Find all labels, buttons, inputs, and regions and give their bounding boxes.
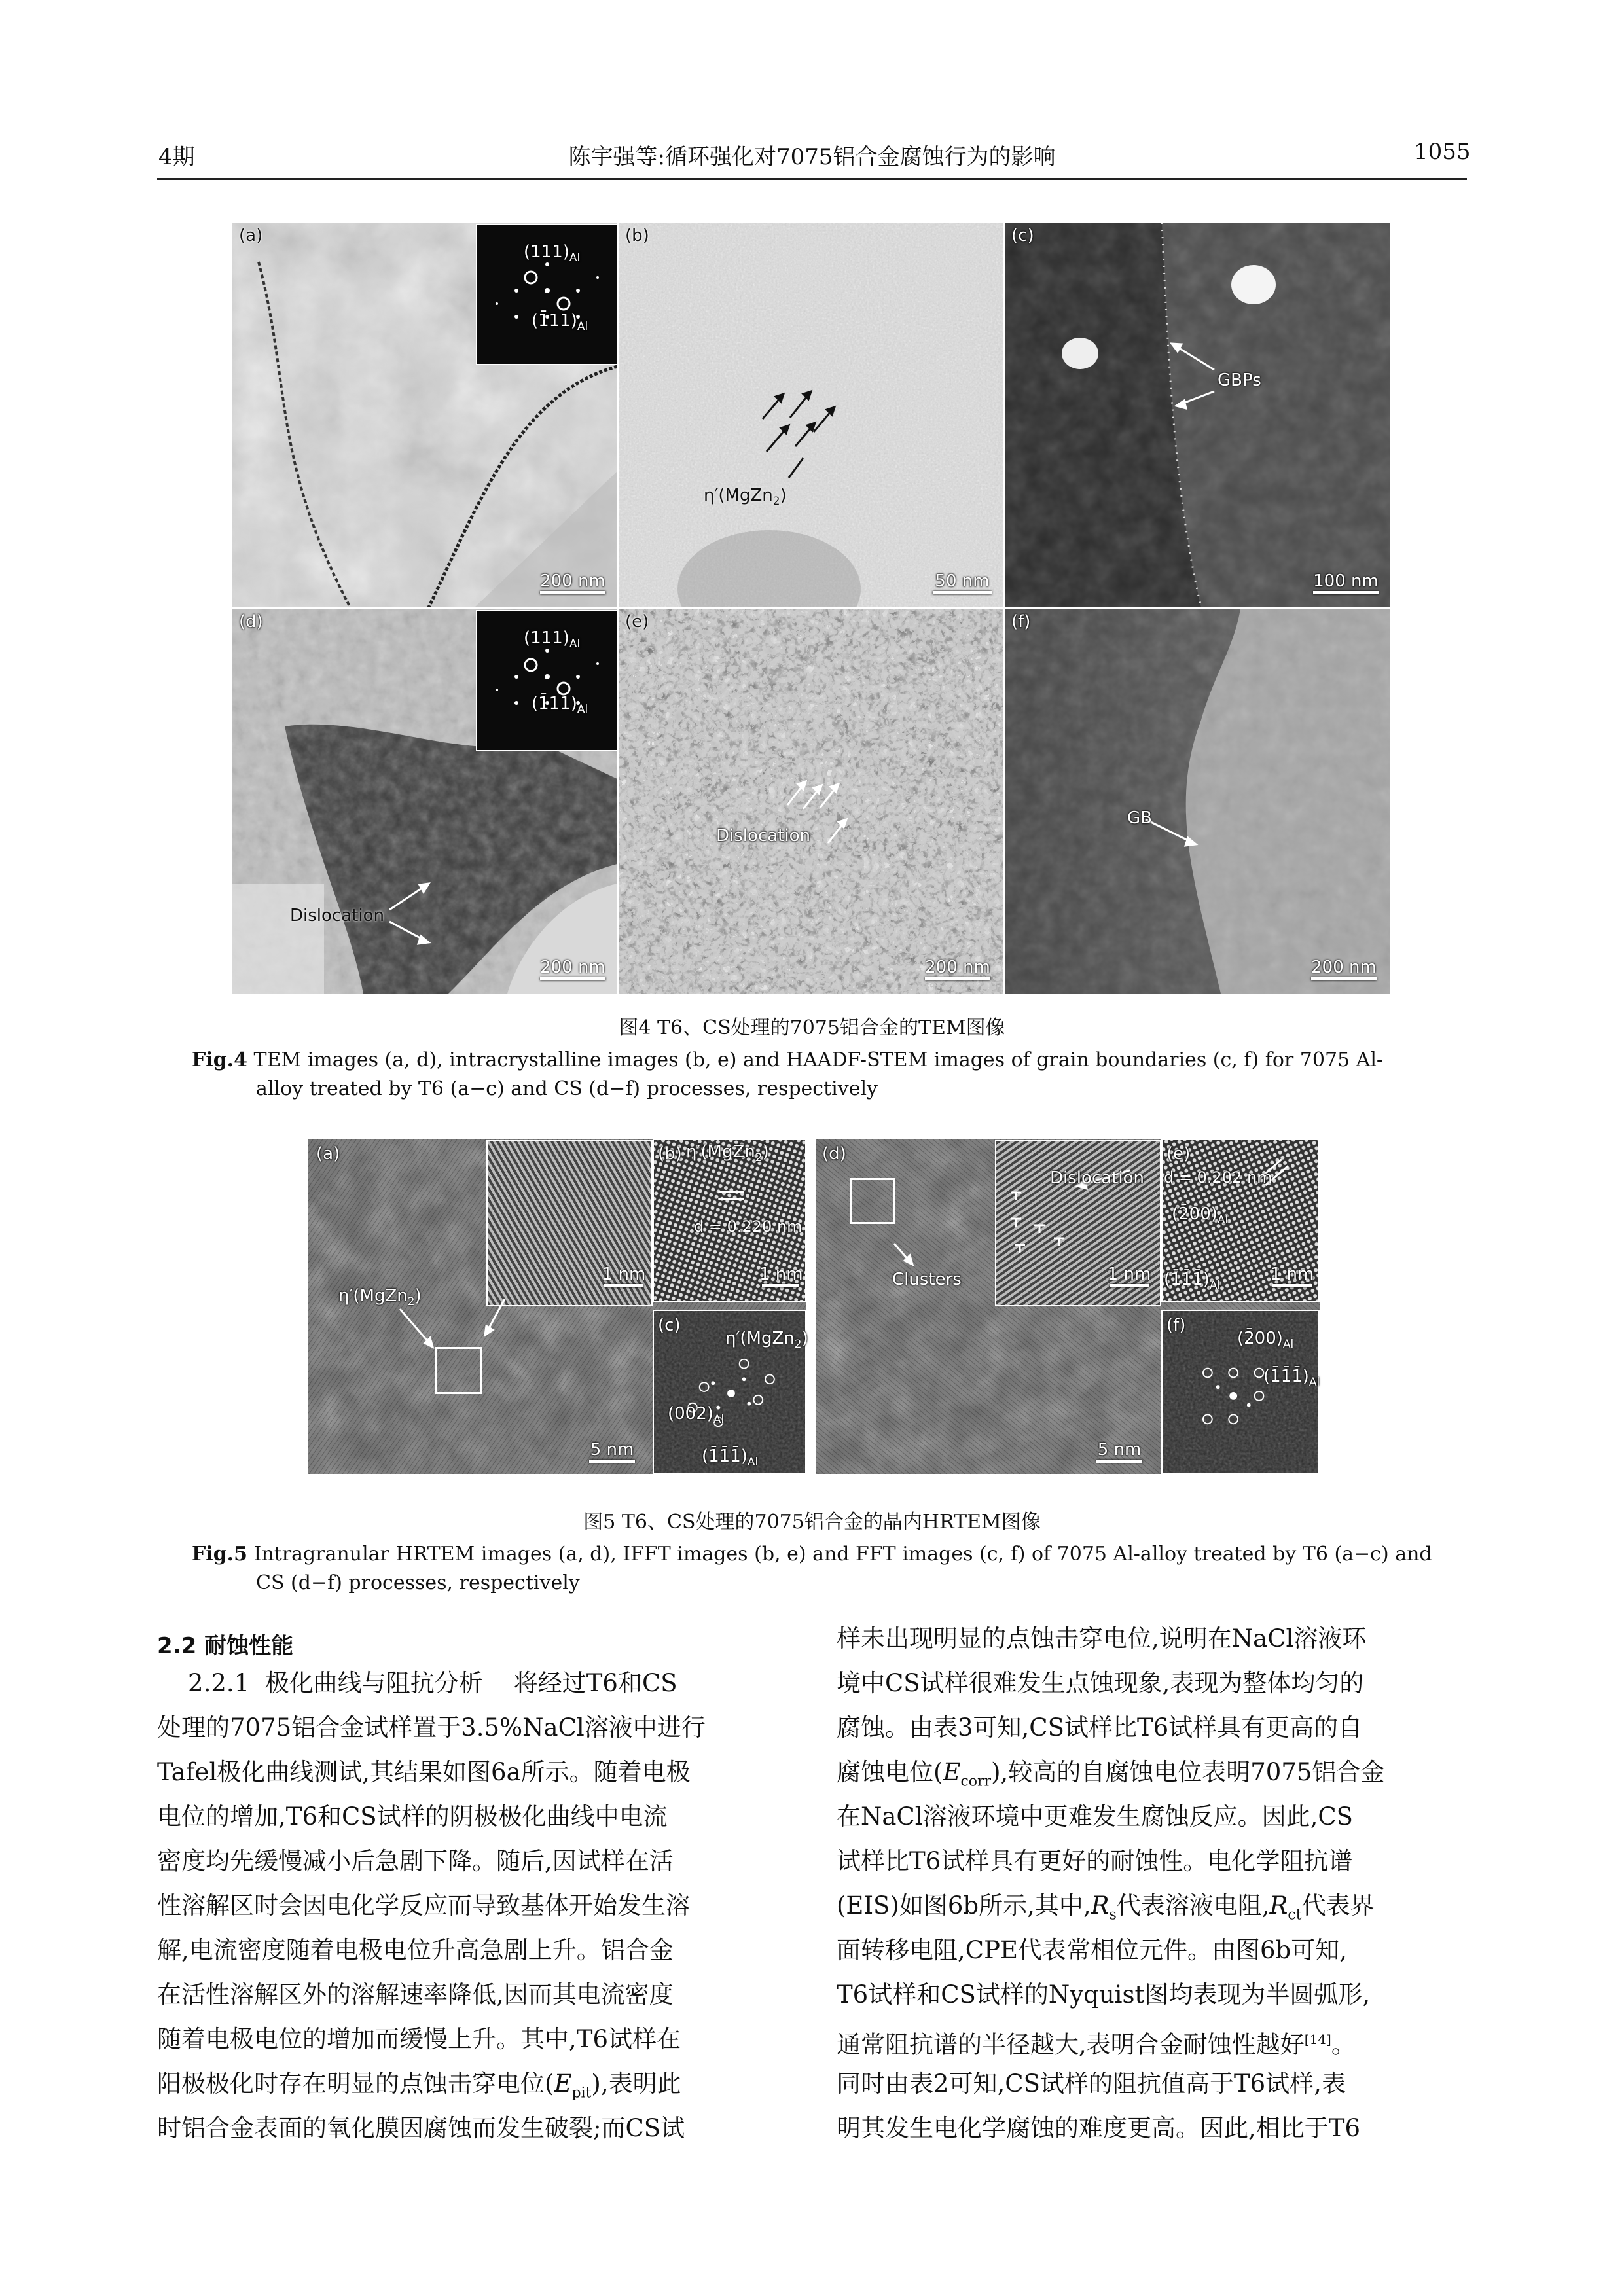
right-line-12: 明其发生电化学腐蚀的难度更高。因此,相比于T6 bbox=[837, 2114, 1360, 2142]
fig4-label-c: (c) bbox=[1011, 226, 1034, 245]
fig4d-inset-label-top: $(111)_{Al}$ bbox=[524, 628, 581, 651]
fig4a-scale-bar: 200 nm bbox=[537, 571, 609, 594]
fig5-label-e: (e) bbox=[1166, 1144, 1191, 1164]
left-line-9: 随着电极电位的增加而缓慢上升。其中,T6试样在 bbox=[157, 2025, 681, 2053]
fig4e-scale-bar: 200 nm bbox=[920, 958, 996, 980]
right-line-8: 面转移电阻,CPE代表常相位元件。由图6b可知, bbox=[837, 1936, 1347, 1964]
page-number: 1055 bbox=[1414, 139, 1471, 165]
header-rule bbox=[157, 178, 1467, 180]
issue-number: 4期 bbox=[158, 144, 195, 170]
left-line-5: 密度均先缓慢减小后急剧下降。随后,因试样在活 bbox=[157, 1847, 674, 1875]
fig5e-label-111: $(1̄1̄1̄)_{Al}$ bbox=[1164, 1270, 1221, 1293]
fig5-label-b: (b) bbox=[658, 1144, 682, 1164]
right-line-2: 境中CS试样很难发生点蚀现象,表现为整体均匀的 bbox=[837, 1669, 1364, 1697]
fig4f-arrow bbox=[1005, 609, 1390, 994]
fig5d-scale-bar: 5 nm bbox=[1093, 1440, 1146, 1463]
running-title: 陈宇强等:循环强化对7075铝合金腐蚀行为的影响 bbox=[568, 144, 1056, 170]
fig4b-scale-bar: 50 nm bbox=[929, 571, 995, 594]
fig4f-scale-bar: 200 nm bbox=[1306, 958, 1382, 980]
right-line-3: 腐蚀。由表3可知,CS试样比T6试样具有更高的自 bbox=[837, 1713, 1363, 1742]
left-line-3: Tafel极化曲线测试,其结果如图6a所示。随着电极 bbox=[157, 1758, 691, 1786]
fig5c-label-111: $(1̄1̄1̄)_{Al}$ bbox=[702, 1446, 759, 1469]
fig4d-inset-label-bottom: $(1̄11)_{Al}$ bbox=[532, 694, 588, 717]
right-line-9: T6试样和CS试样的Nyquist图均表现为半圆弧形, bbox=[837, 1981, 1371, 2009]
fig5c-label-002: $(002)_{Al}$ bbox=[668, 1404, 725, 1427]
section-heading: 2.2 耐蚀性能 bbox=[157, 1633, 294, 1659]
fig5f-label-200: $(2̄00)_{Al}$ bbox=[1237, 1329, 1294, 1352]
left-line-2: 处理的7075铝合金试样置于3.5%NaCl溶液中进行 bbox=[157, 1713, 706, 1742]
fig5c-annotation: η′(MgZn$_2$) bbox=[725, 1329, 808, 1352]
fig4f-annotation: GB bbox=[1127, 808, 1152, 828]
fig4-label-f: (f) bbox=[1011, 612, 1031, 632]
right-line-10: 通常阻抗谱的半径越大,表明合金耐蚀性越好[14]。 bbox=[837, 2030, 1356, 2059]
fig5f-label-111: $(1̄1̄1̄)_{Al}$ bbox=[1263, 1367, 1320, 1390]
fig4a-inset-label-top: $(111)_{Al}$ bbox=[524, 242, 581, 265]
fig5d-clusters-label: Clusters bbox=[892, 1270, 962, 1289]
fig5e-scale-bar: 1 nm bbox=[1270, 1265, 1314, 1287]
fig5b-scale-bar: 1 nm bbox=[759, 1265, 801, 1287]
fig4-label-a: (a) bbox=[239, 226, 263, 245]
fig5-caption-en: Fig.5 Intragranular HRTEM images (a, d), IFFT images (b, e) and FFT images (c, f) of 7075 Al-alloy treated by T6 (a−c) and CS (d−f) processes, respectively bbox=[192, 1543, 1432, 1594]
fig5d-inset-scale-bar: 1 nm bbox=[1106, 1265, 1152, 1287]
left-line-8: 在活性溶解区外的溶解速率降低,因而其电流密度 bbox=[157, 1981, 674, 2009]
fig5-label-a: (a) bbox=[316, 1144, 340, 1164]
fig5-label-d: (d) bbox=[822, 1144, 846, 1164]
left-line-10: 阳极极化时存在明显的点蚀击穿电位$(E_{pit})$,表明此 bbox=[157, 2070, 681, 2102]
fig4d-annotation: Dislocation bbox=[290, 906, 384, 925]
fig4e-arrows bbox=[619, 609, 1003, 994]
fig5e-d-spacing: d = 0.202 nm bbox=[1164, 1168, 1272, 1187]
fig4-caption-en: Fig.4 TEM images (a, d), intracrystalline images (b, e) and HAADF-STEM images of grain boundaries (c, f) for 7075 Al- alloy treated by T6 (a−c) and CS (d−f) processes, respectively bbox=[192, 1049, 1384, 1100]
fig5b-d-spacing: d = 0.220 nm bbox=[694, 1217, 803, 1236]
fig5-label-c: (c) bbox=[658, 1316, 681, 1335]
fig4-label-d: (d) bbox=[239, 612, 263, 632]
fig5-label-f: (f) bbox=[1166, 1316, 1186, 1335]
right-line-1: 样未出现明显的点蚀击穿电位,说明在NaCl溶液环 bbox=[837, 1624, 1367, 1653]
fig4e-annotation: Dislocation bbox=[716, 826, 810, 846]
right-line-5: 在NaCl溶液环境中更难发生腐蚀反应。因此,CS bbox=[837, 1803, 1353, 1831]
fig5a-inset-scale-bar: 1 nm bbox=[601, 1265, 647, 1287]
fig4-caption-cn: 图4 T6、CS处理的7075铝合金的TEM图像 bbox=[619, 1016, 1005, 1039]
left-line-6: 性溶解区时会因电化学反应而导致基体开始发生溶 bbox=[157, 1892, 690, 1920]
fig5a-scale-bar: 5 nm bbox=[586, 1440, 638, 1463]
right-line-6: 试样比T6试样具有更好的耐蚀性。电化学阻抗谱 bbox=[837, 1847, 1353, 1875]
fig4b-annotation: η′(MgZn$_2$) bbox=[704, 486, 787, 509]
fig5e-label-200: $(2̄00)_{Al}$ bbox=[1172, 1204, 1229, 1227]
fig4a-inset-label-bottom: $(1̄11)_{Al}$ bbox=[532, 311, 588, 334]
fig4b-arrows bbox=[619, 223, 1003, 607]
citation-14[interactable]: [14] bbox=[1304, 2032, 1331, 2047]
fig5b-annotation: η′(MgZn$_2$) bbox=[686, 1142, 769, 1165]
right-column bbox=[837, 1617, 1466, 2151]
right-line-7: (EIS)如图6b所示,其中$,R_s$代表溶液电阻$,R_{ct}$代表界 bbox=[837, 1892, 1375, 1924]
fig5d-dislocation-label: Dislocation bbox=[1050, 1168, 1144, 1188]
fig4-label-b: (b) bbox=[625, 226, 649, 245]
fig5-caption-cn: 图5 T6、CS处理的7075铝合金的晶内HRTEM图像 bbox=[583, 1511, 1041, 1534]
fig4d-scale-bar: 200 nm bbox=[537, 958, 609, 980]
fig4d-arrows bbox=[232, 609, 617, 994]
left-line-11: 时铝合金表面的氧化膜因腐蚀而发生破裂;而CS试 bbox=[157, 2114, 685, 2142]
fig4c-annotation: GBPs bbox=[1218, 370, 1261, 390]
left-line-1: 2.2.1 极化曲线与阻抗分析 将经过T6和CS bbox=[157, 1669, 677, 1697]
fig4c-scale-bar: 100 nm bbox=[1308, 571, 1384, 594]
fig4-label-e: (e) bbox=[625, 612, 649, 632]
fig4c-arrows bbox=[1005, 223, 1390, 607]
right-line-11: 同时由表2可知,CS试样的阻抗值高于T6试样,表 bbox=[837, 2070, 1346, 2098]
right-line-4: 腐蚀电位$(E_{corr})$,较高的自腐蚀电位表明7075铝合金 bbox=[837, 1758, 1385, 1790]
fig5a-annotation: η′(MgZn$_2$) bbox=[338, 1286, 422, 1309]
left-line-4: 电位的增加,T6和CS试样的阴极极化曲线中电流 bbox=[157, 1803, 668, 1831]
left-line-7: 解,电流密度随着电极电位升高急剧上升。铝合金 bbox=[157, 1936, 674, 1964]
left-column bbox=[157, 1661, 787, 2151]
